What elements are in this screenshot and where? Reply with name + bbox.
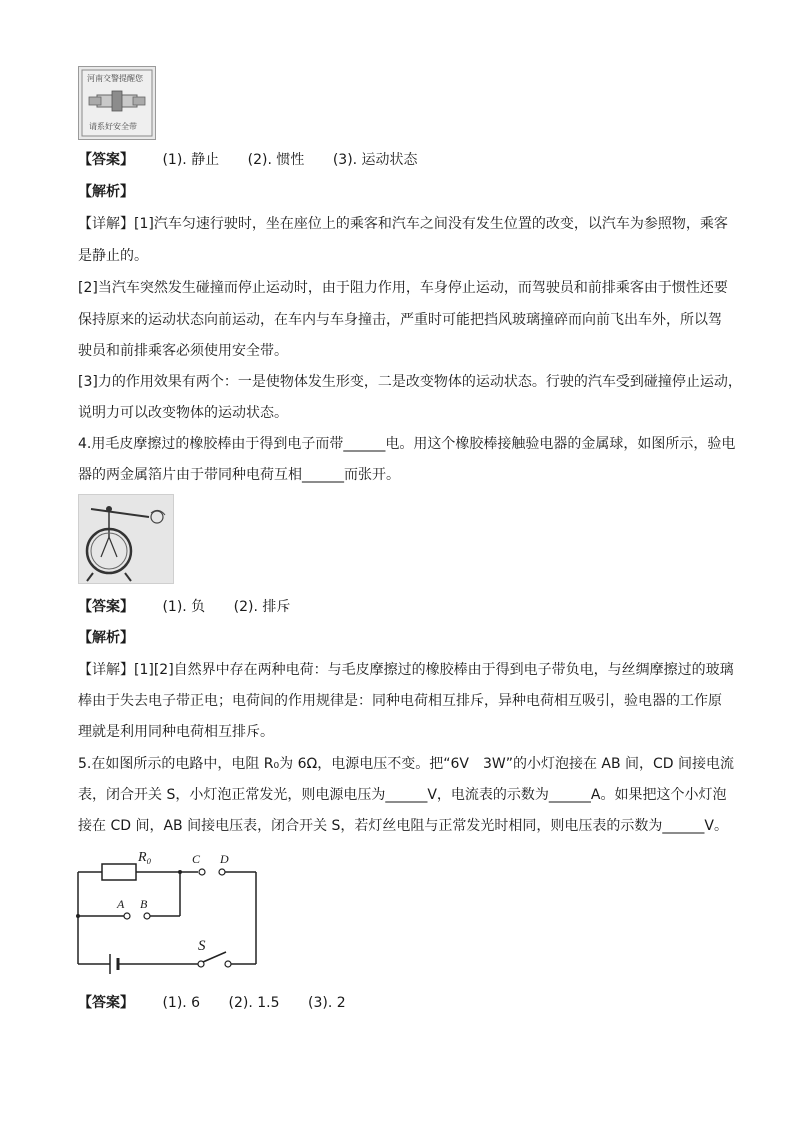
q4-answer-2: (2). 排斥 — [233, 599, 291, 615]
q4-analysis-line-3: 理就是利用同种电荷相互排斥。 — [78, 724, 274, 740]
q4-answer-row — [78, 597, 314, 617]
q5-question-line-3: 接在 CD 间，AB 间接电压表，闭合开关 S，若灯丝电阻与正常发光时相同，则电压表的示数为______V。 — [78, 818, 728, 834]
electroscope-drawing — [79, 495, 173, 583]
q3-analysis-line-7: 说明力可以改变物体的运动状态。 — [78, 405, 288, 421]
sign-top-text: 河南交警提醒您 — [87, 74, 143, 83]
label-r0: R₀ — [138, 850, 152, 865]
q5-answer-3: (3). 2 — [308, 995, 346, 1011]
q4-analysis-line-2: 棒由于失去电子带正电；电荷间的作用规律是：同种电荷相互排斥，异种电荷相互吸引，验电器的工作原 — [78, 693, 722, 709]
q4-question-line-1: 4.用毛皮摩擦过的橡胶棒由于得到电子而带______电。用这个橡胶棒接触验电器的金属球，如图所示，验电 — [78, 436, 736, 452]
q3-answer-label: 【答案】 — [78, 152, 134, 168]
q5-question-line-2: 表，闭合开关 S，小灯泡正常发光，则电源电压为______V，电流表的示数为______A。如果把这个小灯泡 — [78, 787, 727, 803]
q4-analysis-label: 【解析】 — [78, 630, 134, 646]
q3-analysis-line-3: [2]当汽车突然发生碰撞而停止运动时，由于阻力作用，车身停止运动，而驾驶员和前排乘客由于惯性还要 — [78, 280, 728, 296]
q5-answer-2: (2). 1.5 — [228, 995, 280, 1011]
circuit-drawing — [70, 848, 270, 976]
q3-answer-1: (1). 静止 — [162, 152, 220, 168]
q3-answer-row — [78, 150, 442, 170]
q3-analysis-line-1: 【详解】[1]汽车匀速行驶时，坐在座位上的乘客和汽车之间没有发生位置的改变，以汽车为参照物，乘客 — [78, 216, 728, 232]
q3-analysis-label: 【解析】 — [78, 184, 134, 200]
q4-answer-label: 【答案】 — [78, 599, 134, 615]
q3-answer-2: (2). 惯性 — [247, 152, 305, 168]
q4-question-line-2: 器的两金属箔片由于带同种电荷互相______而张开。 — [78, 467, 400, 483]
q3-analysis-line-6: [3]力的作用效果有两个：一是使物体发生形变，二是改变物体的运动状态。行驶的汽车受到碰撞停止运动， — [78, 374, 742, 390]
q5-answer-1: (1). 6 — [162, 995, 201, 1011]
q3-analysis-line-2: 是静止的。 — [78, 248, 148, 264]
q4-analysis-line-1: 【详解】[1][2]自然界中存在两种电荷：与毛皮摩擦过的橡胶棒由于得到电子带负电，与丝绸摩擦过的玻璃 — [78, 662, 734, 678]
q4-answer-1: (1). 负 — [162, 599, 206, 615]
q3-analysis-line-4: 保持原来的运动状态向前运动，在车内与车身撞击，严重时可能把挡风玻璃撞碎而向前飞出车外，所以驾 — [78, 312, 722, 328]
label-d: D — [220, 852, 229, 866]
label-s: S — [198, 938, 206, 954]
electroscope-figure — [78, 494, 174, 584]
label-c: C — [192, 852, 201, 866]
seatbelt-sign-figure — [78, 66, 156, 140]
label-a: A — [117, 897, 125, 911]
q3-answer-3: (3). 运动状态 — [332, 152, 418, 168]
q5-answer-label: 【答案】 — [78, 995, 134, 1011]
q5-question-line-1: 5.在如图所示的电路中，电阻 R₀为 6Ω，电源电压不变。把“6V 3W”的小灯泡接在 AB 间，CD 间接电流 — [78, 756, 735, 772]
q5-answer-row — [78, 993, 370, 1013]
circuit-diagram — [70, 848, 270, 976]
sign-bottom-text: 请系好安全带 — [89, 122, 137, 131]
label-b: B — [140, 897, 148, 911]
q3-analysis-line-5: 驶员和前排乘客必须使用安全带。 — [78, 343, 288, 359]
